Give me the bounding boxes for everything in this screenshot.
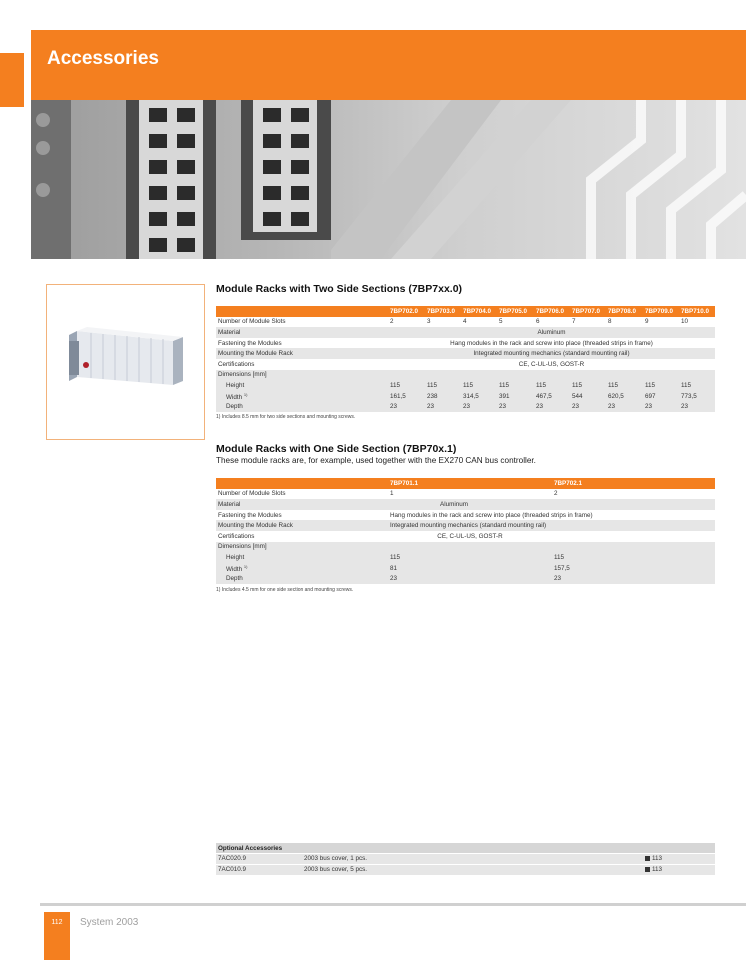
cell: CE, C-UL-US, GOST-R xyxy=(518,360,585,368)
section1-spec-table xyxy=(216,306,715,412)
header-cell: 7BP702.0 xyxy=(388,306,425,317)
table-row xyxy=(216,401,715,412)
section2-footnote: 1) Includes 4.5 mm for one side section and mounting screws. xyxy=(216,587,354,593)
cell: 238 xyxy=(425,391,461,402)
hero-module-illustration xyxy=(31,100,746,259)
row-label: Dimensions [mm] xyxy=(216,542,388,553)
table-row xyxy=(216,542,715,553)
cell: 7AC010.9 xyxy=(216,864,302,875)
table-row xyxy=(216,391,715,402)
row-label: Depth xyxy=(216,573,388,584)
table-row xyxy=(216,489,715,500)
cell: 115 xyxy=(679,380,715,391)
module-rack-image xyxy=(47,285,204,439)
cell: 23 xyxy=(552,573,715,584)
cell: 9 xyxy=(645,318,649,326)
table-row xyxy=(216,338,715,349)
row-label: Certifications xyxy=(218,360,255,368)
table-header-row xyxy=(216,843,715,854)
cell: 1 xyxy=(390,490,394,498)
cell: 5 xyxy=(499,318,503,326)
cell: 115 xyxy=(388,552,552,563)
header-cell xyxy=(216,478,388,489)
cell xyxy=(388,499,715,510)
optional-accessories-title: Optional Accessories xyxy=(216,843,715,854)
header-cell xyxy=(216,306,388,317)
hero-image xyxy=(31,100,746,259)
cell: 23 xyxy=(388,401,425,412)
cell: 773,5 xyxy=(679,391,715,402)
cell: Hang modules in the rack and screw into place (threaded strips in frame) xyxy=(450,339,653,347)
product-photo-frame xyxy=(46,284,205,440)
cell: 7 xyxy=(572,318,576,326)
row-label xyxy=(216,391,388,402)
cell: 23 xyxy=(497,401,534,412)
page-ref[interactable] xyxy=(643,854,715,865)
cell: 2 xyxy=(554,490,558,498)
cell: 620,5 xyxy=(606,391,643,402)
row-label: Fastening the Modules xyxy=(218,339,282,347)
page-number: 112 xyxy=(51,919,63,926)
row-label: Height xyxy=(216,552,388,563)
page-ref-number: 113 xyxy=(652,855,663,863)
header-cell: 7BP701.1 xyxy=(388,478,552,489)
row-label: Mounting the Module Rack xyxy=(216,520,388,531)
section2-title: Module Racks with One Side Section (7BP70x.1) xyxy=(216,443,457,455)
cell: 115 xyxy=(425,380,461,391)
row-label: Number of Module Slots xyxy=(218,318,286,326)
cell: 115 xyxy=(552,552,715,563)
section2-spec-table xyxy=(216,478,715,584)
table-row xyxy=(216,499,715,510)
table-row xyxy=(216,327,715,338)
header-cell: 7BP710.0 xyxy=(679,306,715,317)
cell: 314,5 xyxy=(461,391,497,402)
table-row xyxy=(216,359,715,370)
cell: 391 xyxy=(497,391,534,402)
row-label: Material xyxy=(216,499,388,510)
cell: 115 xyxy=(570,380,606,391)
header-cell: 7BP707.0 xyxy=(570,306,606,317)
header-cell: 7BP703.0 xyxy=(425,306,461,317)
table-row xyxy=(216,563,715,574)
cell: Integrated mounting mechanics (standard mounting rail) xyxy=(388,348,715,359)
row-label: Number of Module Slots xyxy=(218,490,286,498)
footnote-mark: 1) xyxy=(243,563,248,569)
header-cell: 7BP702.1 xyxy=(552,478,715,489)
table-row xyxy=(216,510,715,521)
row-label: Material xyxy=(216,327,388,338)
table-row xyxy=(216,348,715,359)
header-cell: 7BP709.0 xyxy=(643,306,679,317)
header-cell: 7BP708.0 xyxy=(606,306,643,317)
width-label: Width xyxy=(226,393,243,401)
page-ref[interactable] xyxy=(643,864,715,875)
header-cell: 7BP705.0 xyxy=(497,306,534,317)
cell: 115 xyxy=(606,380,643,391)
cell: 23 xyxy=(534,401,570,412)
certifications-value: CE, C-UL-US, GOST-R xyxy=(437,532,503,540)
cell: 697 xyxy=(643,391,679,402)
cell: 115 xyxy=(461,380,497,391)
cell: 23 xyxy=(388,573,552,584)
cell: 23 xyxy=(606,401,643,412)
row-label: Certifications xyxy=(218,532,255,540)
table-row xyxy=(216,552,715,563)
cell: 544 xyxy=(570,391,606,402)
table-row xyxy=(216,380,715,391)
cell: 23 xyxy=(461,401,497,412)
table-row xyxy=(216,370,715,381)
table-row xyxy=(216,531,715,542)
table-row xyxy=(216,864,715,875)
cell xyxy=(388,542,715,553)
header-band xyxy=(31,30,746,100)
cell: Hang modules in the rack and screw into place (threaded strips in frame) xyxy=(390,511,593,519)
footer-divider xyxy=(40,903,746,906)
row-label: Fastening the Modules xyxy=(218,511,282,519)
cell: 2 xyxy=(390,318,394,326)
width-label: Width xyxy=(226,565,243,573)
table-header-row xyxy=(216,478,715,489)
cell: 23 xyxy=(570,401,606,412)
cell: 157,5 xyxy=(552,563,715,574)
table-row xyxy=(216,854,715,865)
header-cell: 7BP704.0 xyxy=(461,306,497,317)
section1-footnote: 1) Includes 8.5 mm for two side sections and mounting screws. xyxy=(216,414,356,420)
cell: 23 xyxy=(679,401,715,412)
cell: 23 xyxy=(643,401,679,412)
row-label: Mounting the Module Rack xyxy=(216,348,388,359)
cell xyxy=(388,370,715,381)
section2-subtitle: These module racks are, for example, used together with the EX270 CAN bus controller. xyxy=(216,456,536,465)
row-label: Dimensions [mm] xyxy=(216,370,388,381)
cell: 115 xyxy=(534,380,570,391)
material-value: Aluminum xyxy=(440,500,468,508)
cell: 81 xyxy=(388,563,552,574)
cell: 4 xyxy=(463,318,467,326)
page-title: Accessories xyxy=(47,48,159,69)
table-row xyxy=(216,317,715,328)
row-label: Height xyxy=(216,380,388,391)
footer-title: System 2003 xyxy=(80,917,139,928)
table-row xyxy=(216,520,715,531)
page-reference-icon xyxy=(645,856,650,861)
cell: 115 xyxy=(643,380,679,391)
cell: 467,5 xyxy=(534,391,570,402)
cell: Aluminum xyxy=(388,327,715,338)
footnote-mark: 1) xyxy=(243,391,248,397)
cell: 6 xyxy=(536,318,540,326)
cell: 2003 bus cover, 1 pcs. xyxy=(302,854,643,865)
row-label xyxy=(216,563,388,574)
cell: 7AC020.9 xyxy=(216,854,302,865)
cell xyxy=(388,531,715,542)
page-ref-number: 113 xyxy=(652,866,663,874)
footer-tab xyxy=(44,912,70,960)
cell: 115 xyxy=(388,380,425,391)
cell: 2003 bus cover, 5 pcs. xyxy=(302,864,643,875)
optional-accessories-table xyxy=(216,843,715,875)
cell: Integrated mounting mechanics (standard mounting rail) xyxy=(388,520,715,531)
section1-title: Module Racks with Two Side Sections (7BP7xx.0) xyxy=(216,283,463,295)
page-reference-icon xyxy=(645,867,650,872)
cell: 161,5 xyxy=(388,391,425,402)
cell: 10 xyxy=(681,318,689,326)
row-label: Depth xyxy=(216,401,388,412)
left-accent-tab xyxy=(0,53,24,107)
header-cell: 7BP706.0 xyxy=(534,306,570,317)
cell: 8 xyxy=(608,318,612,326)
table-row xyxy=(216,573,715,584)
cell: 115 xyxy=(497,380,534,391)
cell: 3 xyxy=(427,318,431,326)
cell: 23 xyxy=(425,401,461,412)
table-header-row xyxy=(216,306,715,317)
